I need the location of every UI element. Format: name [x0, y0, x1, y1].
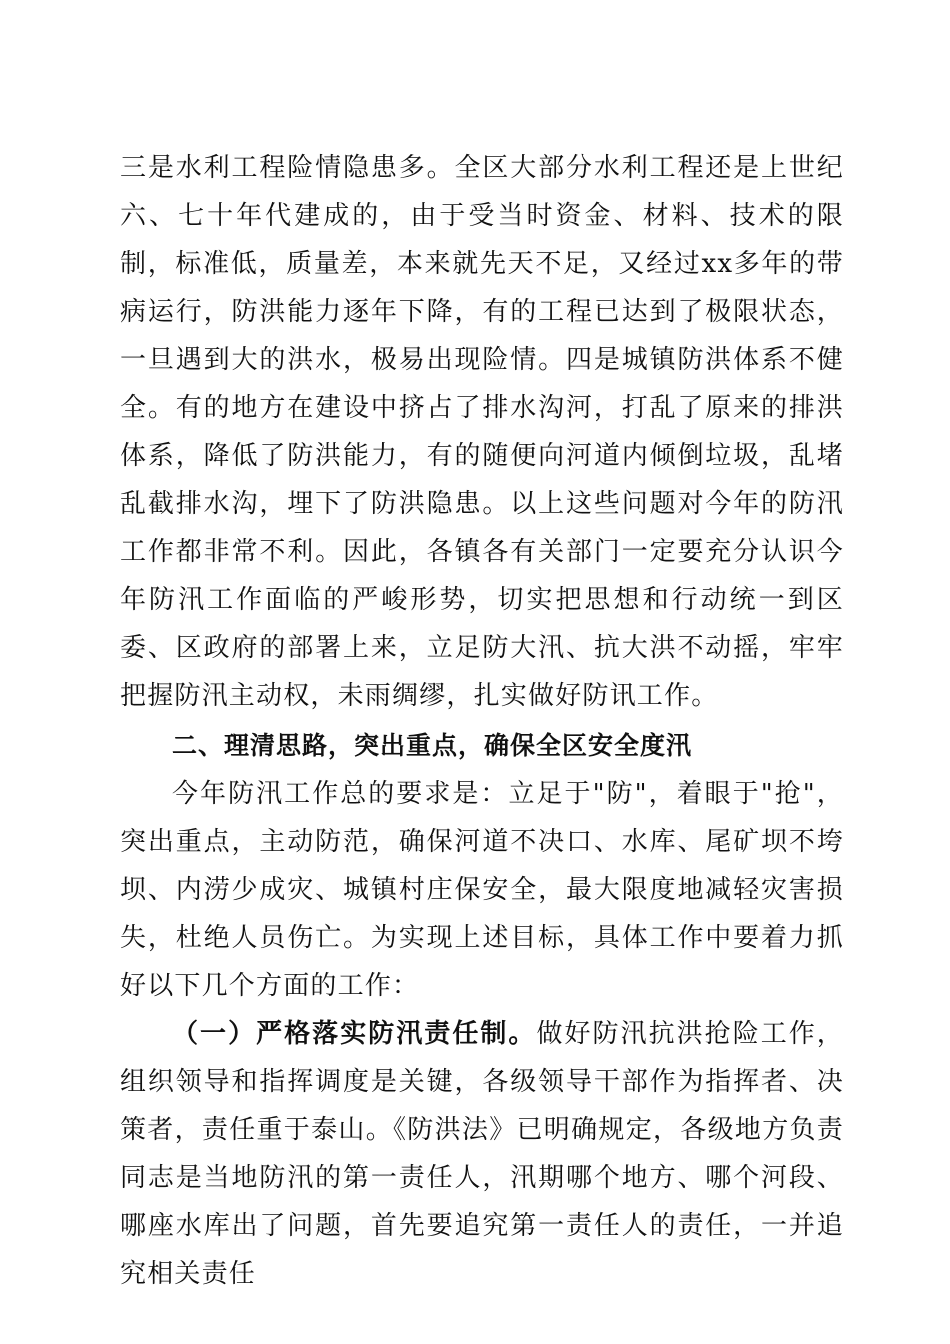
subsection-title: （一）严格落实防汛责任制。 — [172, 1019, 537, 1049]
subsection-text: 做好防汛抗洪抢险工作，组织领导和指挥调度是关键，各级领导干部作为指挥者、决策者，责任重于泰山。《防洪法》已明确规定，各级地方负责同志是当地防汛的第一责任人，汛期哪个地方、哪个河段、哪座水库出了问题，首先要追究第一责任人的责任，一并追究相关责任 — [120, 1019, 844, 1289]
body-paragraph-responsibility — [120, 1010, 844, 1298]
section-heading: 二、理清思路，突出重点，确保全区安全度汛 — [172, 731, 693, 760]
document-page — [120, 144, 844, 1298]
body-paragraph-risks: 三是水利工程险情隐患多。全区大部分水利工程还是上世纪六、七十年代建成的，由于受当时资金、材料、技术的限制，标准低，质量差，本来就先天不足，又经过xx多年的带病运行，防洪能力逐年下降，有的工程已达到了极限状态，一旦遇到大的洪水，极易出现险情。四是城镇防洪体系不健全。有的地方在建设中挤占了排水沟河，打乱了原来的排洪体系，降低了防洪能力，有的随便向河道内倾倒垃圾，乱堵乱截排水沟，埋下了防洪隐患。以上这些问题对今年的防汛工作都非常不利。因此，各镇各有关部门一定要充分认识今年防汛工作面临的严峻形势，切实把思想和行动统一到区委、区政府的部署上来，立足防大汛、抗大洪不动摇，牢牢把握防汛主动权，未雨绸缪，扎实做好防讯工作。 — [120, 153, 844, 711]
body-paragraph-requirements: 今年防汛工作总的要求是：立足于"防"，着眼于"抢"，突出重点，主动防范，确保河道不决口、水库、尾矿坝不垮坝、内涝少成灾、城镇村庄保安全，最大限度地减轻灾害损失，杜绝人员伤亡。为实现上述目标，具体工作中要着力抓好以下几个方面的工作： — [120, 779, 844, 1001]
